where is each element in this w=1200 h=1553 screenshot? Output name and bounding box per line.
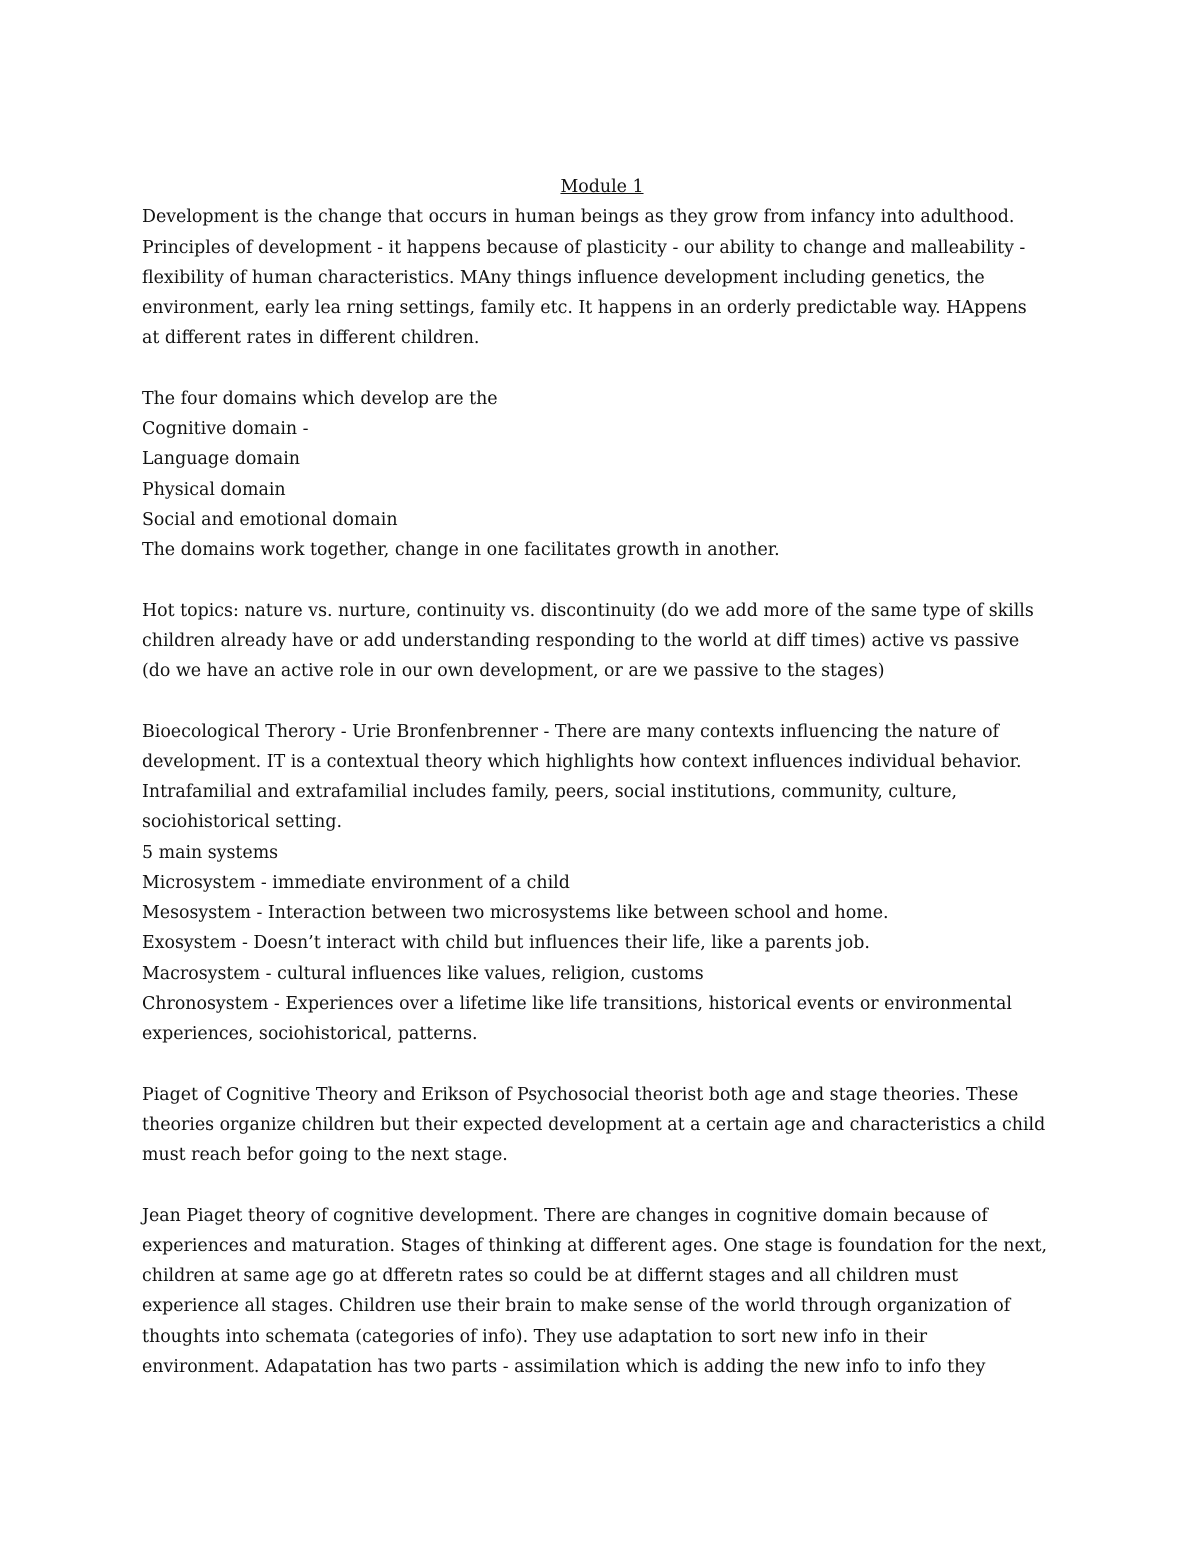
paragraph-piaget	[142, 1201, 1062, 1383]
text-line: Chronosystem - Experiences over a lifetime like life transitions, historical events or environmental	[142, 993, 1012, 1014]
text-line: must reach befor going to the next stage.	[142, 1145, 508, 1165]
text-line: Language domain	[142, 449, 300, 470]
text-line: Intrafamilial and extrafamilial includes family, peers, social institutions, community, culture,	[142, 782, 958, 802]
text-line: sociohistorical setting.	[142, 812, 343, 833]
text-line: Hot topics: nature vs. nurture, continuity vs. discontinuity (do we add more of the same type of skills	[142, 600, 1034, 621]
text-line: Development is the change that occurs in human beings as they grow from infancy into adulthood.	[142, 207, 1015, 228]
text-line: experiences and maturation. Stages of thinking at different ages. One stage is foundation for the next,	[142, 1235, 1048, 1256]
text-line: flexibility of human characteristics. MAny things influence development including genetics, the	[142, 267, 985, 288]
text-line: 5 main systems	[142, 842, 279, 863]
text-line: Cognitive domain -	[142, 419, 309, 439]
text-line: Physical domain	[142, 479, 286, 500]
text-line: development. IT is a contextual theory which highlights how context influences individual behavior.	[142, 751, 1022, 772]
text-line: at different rates in different children.	[142, 328, 480, 349]
text-line: thoughts into schemata (categories of info). They use adaptation to sort new info in their	[142, 1326, 928, 1347]
text-line: children at same age go at dfferetn rates so could be at differnt stages and all children must	[142, 1266, 959, 1286]
text-line: Bioecological Therory - Urie Bronfenbrenner - There are many contexts influencing the nature of	[142, 721, 999, 742]
text-line: experience all stages. Children use their brain to make sense of the world through organization of	[142, 1296, 1011, 1317]
text-line: experiences, sociohistorical, patterns.	[142, 1024, 478, 1044]
text-line: children already have or add understanding responding to the world at diff times) active vs passive	[142, 630, 1020, 651]
document-body	[142, 172, 1062, 1382]
paragraph-hot-topics	[142, 596, 1062, 687]
text-line: Microsystem - immediate environment of a child	[142, 872, 570, 893]
paragraph-spacer	[142, 1049, 1062, 1079]
text-line: environment, early lea rning settings, family etc. It happens in an orderly predictable way. HAppens	[142, 298, 1027, 318]
paragraph-spacer	[142, 354, 1062, 384]
paragraph-spacer	[142, 1170, 1062, 1200]
text-line: Macrosystem - cultural influences like values, religion, customs	[142, 963, 704, 984]
paragraph-spacer	[142, 565, 1062, 595]
text-line: theories organize children but their expected development at a certain age and characteristics a child	[142, 1114, 1046, 1135]
document-title: Module 1	[560, 177, 644, 197]
paragraph-spacer	[142, 686, 1062, 716]
paragraph-development	[142, 202, 1062, 353]
text-line: Principles of development - it happens because of plasticity - our ability to change and malleability -	[142, 237, 1026, 258]
paragraph-age-stage	[142, 1080, 1062, 1171]
text-line: Social and emotional domain	[142, 509, 398, 530]
paragraph-bioecological	[142, 717, 1062, 1050]
text-line: Jean Piaget theory of cognitive development. There are changes in cognitive domain because of	[142, 1205, 988, 1226]
text-line: The domains work together, change in one facilitates growth in another.	[142, 540, 780, 560]
text-line: Piaget of Cognitive Theory and Erikson of Psychosocial theorist both age and stage theories. These	[142, 1084, 1019, 1105]
paragraph-domains	[142, 384, 1062, 566]
text-line: environment. Adapatation has two parts - assimilation which is adding the new info to info they	[142, 1356, 986, 1377]
text-line: Mesosystem - Interaction between two microsystems like between school and home.	[142, 903, 889, 923]
text-line: Exosystem - Doesn’t interact with child but influences their life, like a parents job.	[142, 933, 870, 954]
text-line: The four domains which develop are the	[142, 388, 498, 409]
text-line: (do we have an active role in our own development, or are we passive to the stages)	[142, 661, 885, 681]
